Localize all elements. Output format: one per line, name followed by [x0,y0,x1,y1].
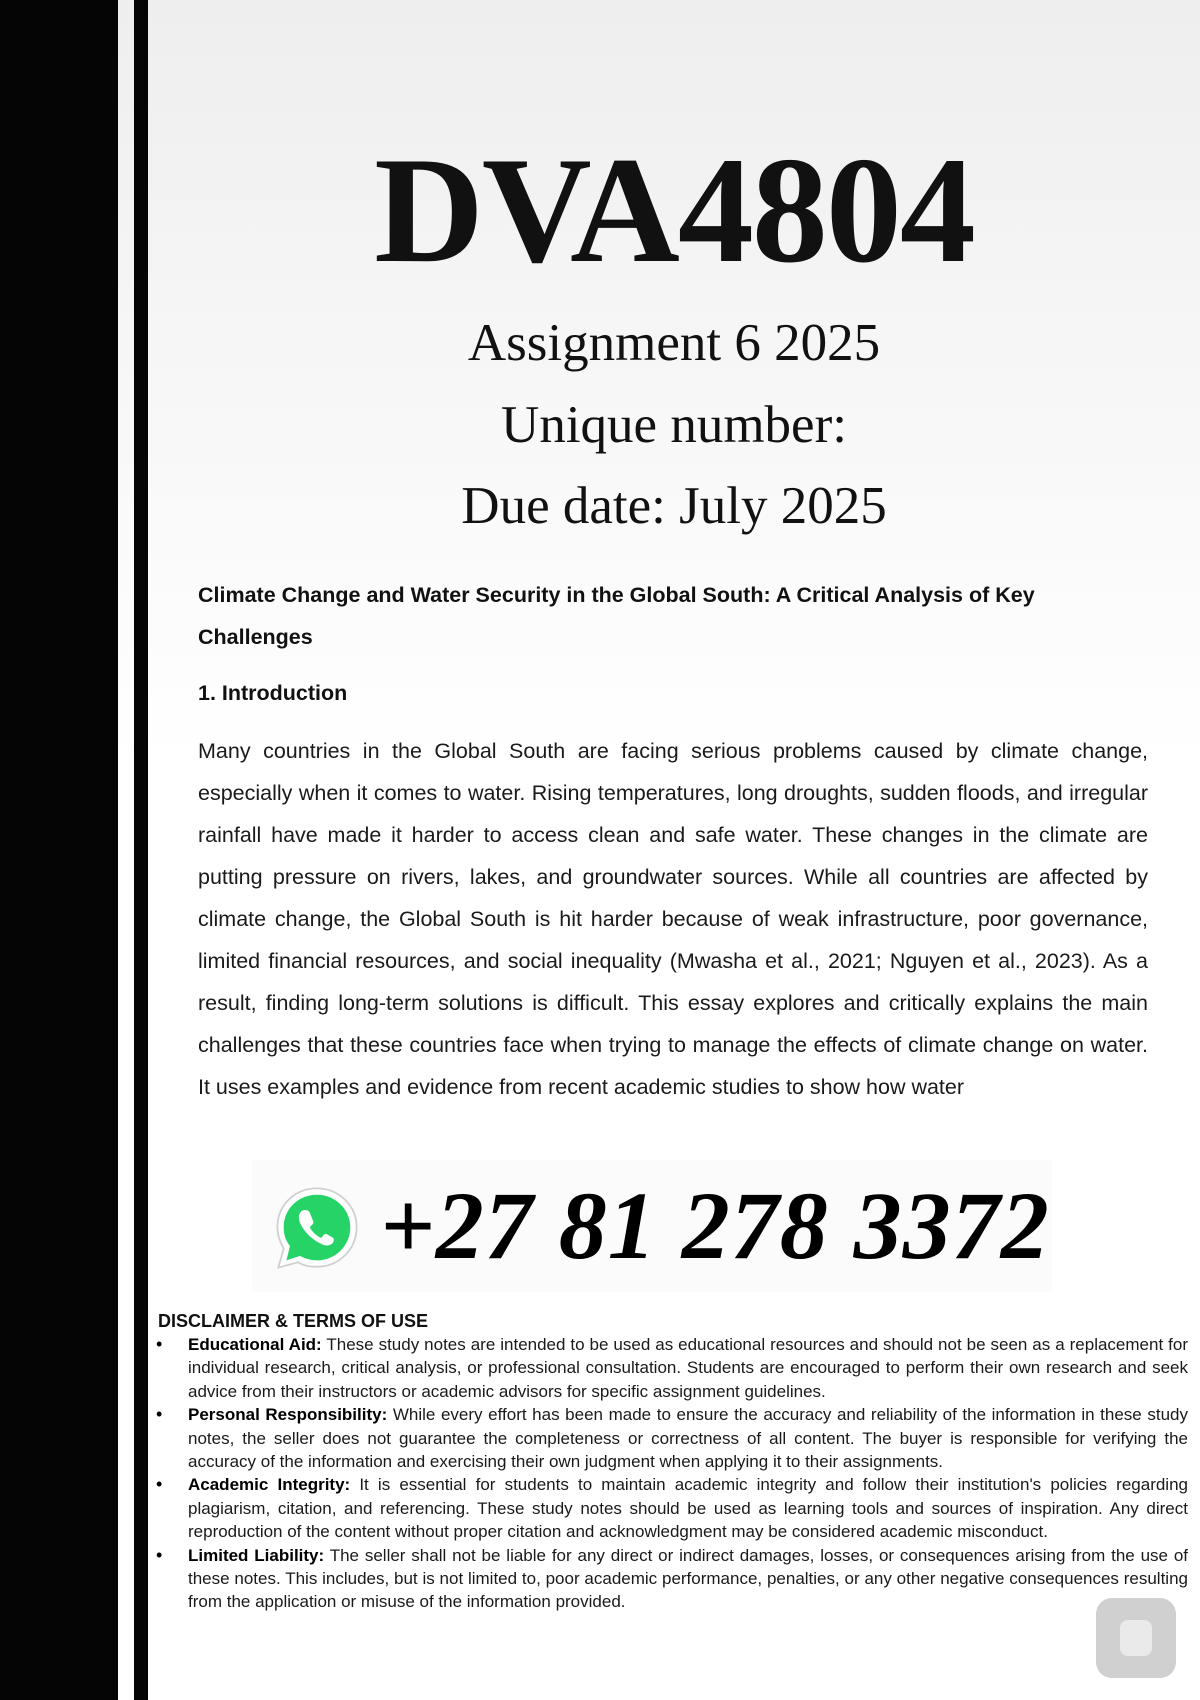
intro-paragraph: Many countries in the Global South are facing serious problems caused by climate change, especially when it comes to water. Rising temperatures, long droughts, sudden floods, and irregular rainfall have made it harder to access clean and safe water. These changes in the climate are putting pressure on rivers, lakes, and groundwater sources. While all countries are affected by climate change, the Global South is hit harder because of weak infrastructure, poor governance, limited financial resources, and social inequality (Mwasha et al., 2021; Nguyen et al., 2023). As a result, finding long-term solutions is difficult. This essay explores and critically explains the main challenges that these countries face when trying to manage the effects of climate change on water. It uses examples and evidence from recent academic studies to show how water [198,739,1148,1099]
due-date-label: Due date: July 2025 [461,477,887,535]
whatsapp-icon [272,1183,362,1273]
disclaimer-item-text: While every effort has been made to ensure the accuracy and reliability of the information in these study notes, the seller does not guarantee the completeness or correctness of all content. The buyer is responsible for verifying the accuracy of the information and exercising their own judgment when applying it to their assignments. [188,1405,1188,1472]
phone-number: +27 81 278 3372 [380,1172,1050,1279]
left-black-border [0,0,118,1700]
disclaimer-heading: DISCLAIMER & TERMS OF USE [158,1311,429,1331]
whatsapp-contact-banner[interactable] [252,1160,1052,1292]
section-heading: 1. Introduction [198,681,348,705]
unique-number-label: Unique number: [501,396,847,454]
disclaimer-list [156,1333,1189,1614]
bullet-icon: • [156,1544,163,1565]
bullet-icon: • [156,1474,163,1495]
disclaimer-item [156,1473,1188,1543]
disclaimer-item [156,1544,1189,1614]
disclaimer-item [156,1403,1188,1473]
bullet-icon: • [156,1334,163,1354]
course-code-title: DVA4804 [374,126,974,294]
document-page [148,0,1200,1700]
bullet-icon: • [156,1404,163,1425]
assignment-label: Assignment 6 2025 [467,314,881,372]
disclaimer-item-text: The seller shall not be liable for any direct or indirect damages, losses, or consequences arising from the use of these notes. This includes, but is not limited to, poor academic performance, penalties, or any other negative consequences resulting from the application or misuse of the information provided. [188,1545,1189,1612]
disclaimer-item-text: These study notes are intended to be used as educational resources and should not be seen as a replacement for individual research, critical analysis, or professional consultation. Students are encouraged to perform their own research and seek advice from their instructors or academic advisors for specific assignment guidelines. [188,1335,1188,1401]
left-black-rule [134,0,148,1700]
overlay-icon [1120,1620,1152,1656]
disclaimer-item-label: Limited Liability: [188,1545,325,1565]
disclaimer-item-text: It is essential for students to maintain academic integrity and follow their institution's policies regarding plagiarism, citation, and referencing. These study notes should be used as learning tools and sources of inspiration. Any direct reproduction of the content without proper citation and acknowledgment may be considered academic misconduct. [188,1475,1188,1542]
disclaimer-item-label: Educational Aid: [188,1335,322,1354]
floating-action-button[interactable] [1096,1598,1176,1678]
essay-title: Climate Change and Water Security in the Global South: A Critical Analysis of Key Challenges [198,583,1035,649]
disclaimer-item-label: Personal Responsibility: [188,1405,388,1425]
disclaimer-item [156,1333,1188,1403]
disclaimer-item-label: Academic Integrity: [188,1475,351,1495]
